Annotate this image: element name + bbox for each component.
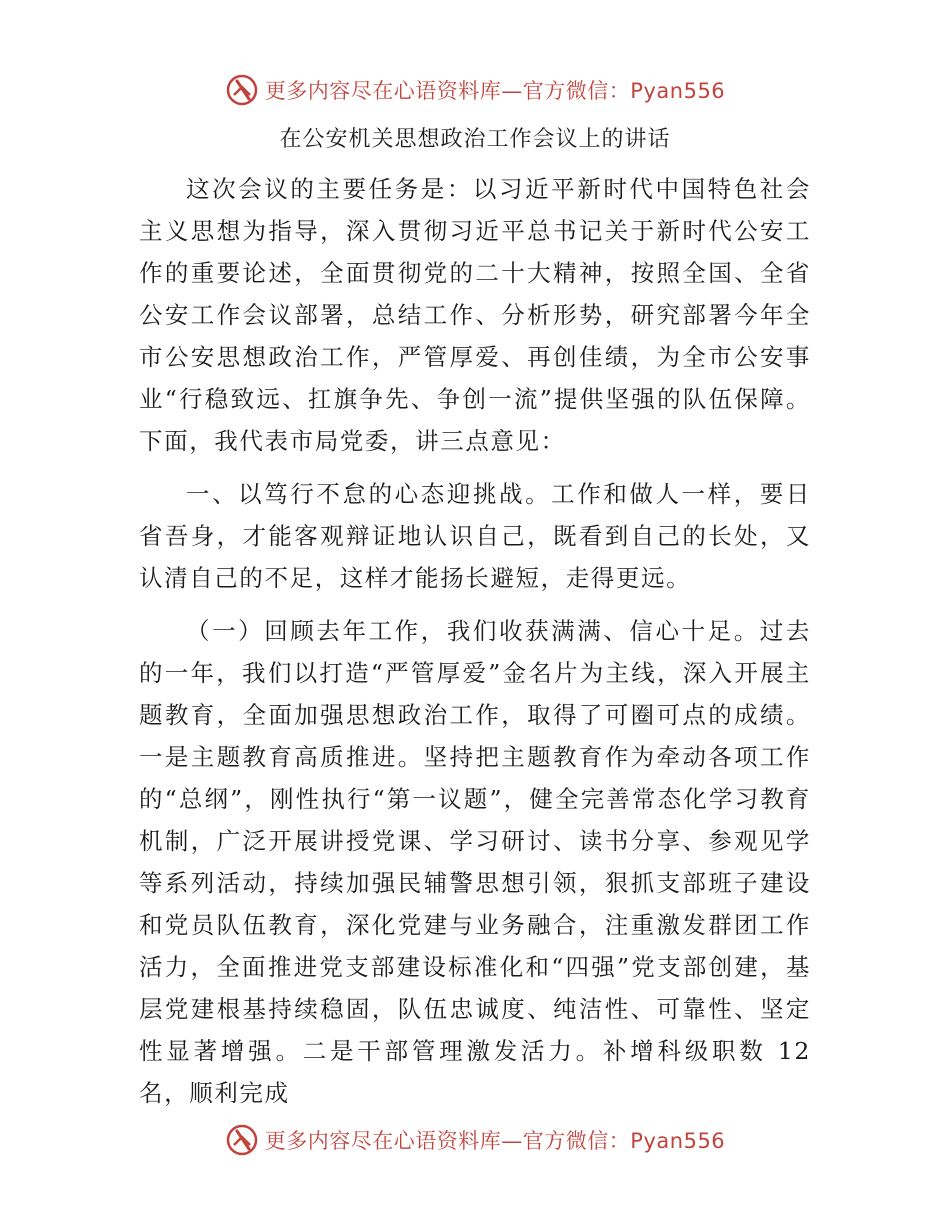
paragraph-intro: 这次会议的主要任务是：以习近平新时代中国特色社会主义思想为指导，深入贯彻习近平总书记关于新时代公安工作的重要论述，全面贯彻党的二十大精神，按照全国、全省公安工作会议部署，总结工作、分析形势，研究部署今年全市公安思想政治工作，严管厚爱、再创佳绩，为全市公安事业“行稳致远、扛旗争先、争创一流”提供坚强的队伍保障。下面，我代表市局党委，讲三点意见： xyxy=(139,175,811,455)
book-pen-logo-icon xyxy=(225,1123,259,1157)
document-title: 在公安机关思想政治工作会议上的讲话 xyxy=(279,127,671,152)
paragraph-subsection-one: （一）回顾去年工作，我们收获满满、信心十足。过去的一年，我们以打造“严管厚爱”金名片为主线，深入开展主题教育，全面加强思想政治工作，取得了可圈可点的成绩。一是主题教育高质推进。坚持把主题教育作为牵动各项工作的“总纲”，刚性执行“第一议题”，健全完善常态化学习教育机制，广泛开展讲授党课、学习研讨、读书分享、参观见学等系列活动，持续加强民辅警思想引领，狠抓支部班子建设和党员队伍教育，深化党建与业务融合，注重激发群团工作活力，全面推进党支部建设标准化和“四强”党支部创建，基层党建根基持续稳固，队伍忠诚度、纯洁性、可靠性、坚定性显著增强。二是干部管理激发活力。补增科级职数 12 名，顺利完成 xyxy=(139,617,811,1107)
watermark-text: 更多内容尽在心语资料库—官方微信：Pyan556 xyxy=(264,79,726,103)
watermark-footer xyxy=(0,1120,950,1160)
document-body xyxy=(139,168,811,1114)
watermark-text: 更多内容尽在心语资料库—官方微信：Pyan556 xyxy=(264,1129,726,1153)
watermark-header xyxy=(0,70,950,110)
paragraph-section-one: 一、以笃行不怠的心态迎挑战。工作和做人一样，要日省吾身，才能客观辩证地认识自己，既看到自己的长处，又认清自己的不足，这样才能扬长避短，走得更远。 xyxy=(139,480,811,592)
book-pen-logo-icon xyxy=(225,73,259,107)
